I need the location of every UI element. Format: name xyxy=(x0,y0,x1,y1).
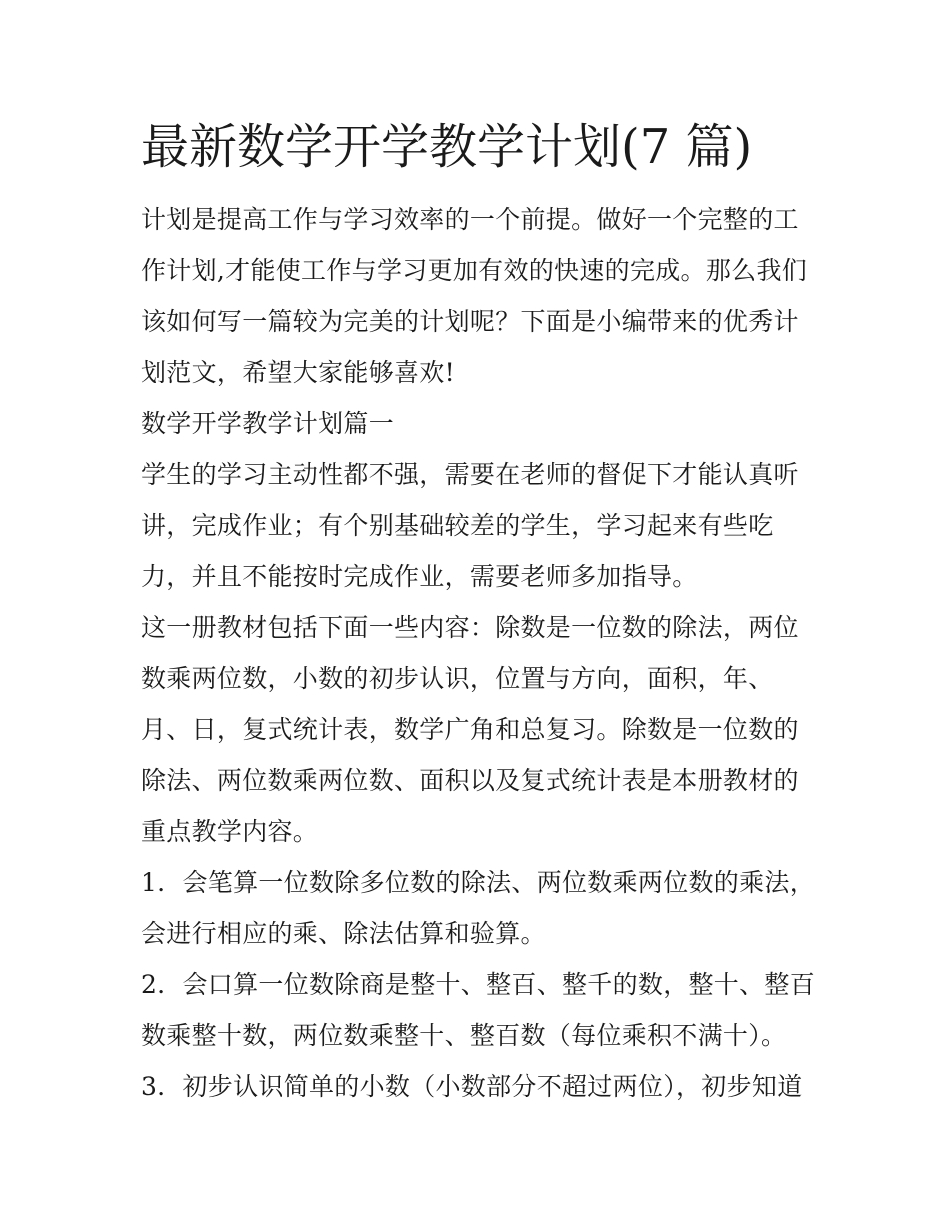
document-body xyxy=(141,112,821,1112)
intro-paragraph: 计划是提高工作与学习效率的一个前提。做好一个完整的工作计划,才能使工作与学习更加有效的快速的完成。那么我们该如何写一篇较为完美的计划呢？下面是小编带来的优秀计划范文，希望大家能够喜欢! xyxy=(141,205,808,387)
document-title: 最新数学开学教学计划(7 篇) xyxy=(141,119,753,175)
objective-item-3: 3．初步认识简单的小数（小数部分不超过两位），初步知道 xyxy=(141,1072,803,1101)
section-heading: 数学开学教学计划篇一 xyxy=(141,409,395,438)
objective-item-1: 1．会笔算一位数除多位数的除法、两位数乘两位数的乘法，会进行相应的乘、除法估算和验算。 xyxy=(141,868,816,948)
textbook-content-paragraph: 这一册教材包括下面一些内容：除数是一位数的除法，两位数乘两位数，小数的初步认识，位置与方向，面积，年、月、日，复式统计表，数学广角和总复习。除数是一位数的除法、两位数乘两位数、面积以及复式统计表是本册教材的重点教学内容。 xyxy=(141,613,799,846)
objective-item-2: 2．会口算一位数除商是整十、整百、整千的数，整十、整百数乘整十数，两位数乘整十、整百数（每位乘积不满十）。 xyxy=(141,970,816,1050)
student-analysis-paragraph: 学生的学习主动性都不强，需要在老师的督促下才能认真听讲，完成作业；有个别基础较差的学生，学习起来有些吃力，并且不能按时完成作业，需要老师多加指导。 xyxy=(141,460,799,591)
